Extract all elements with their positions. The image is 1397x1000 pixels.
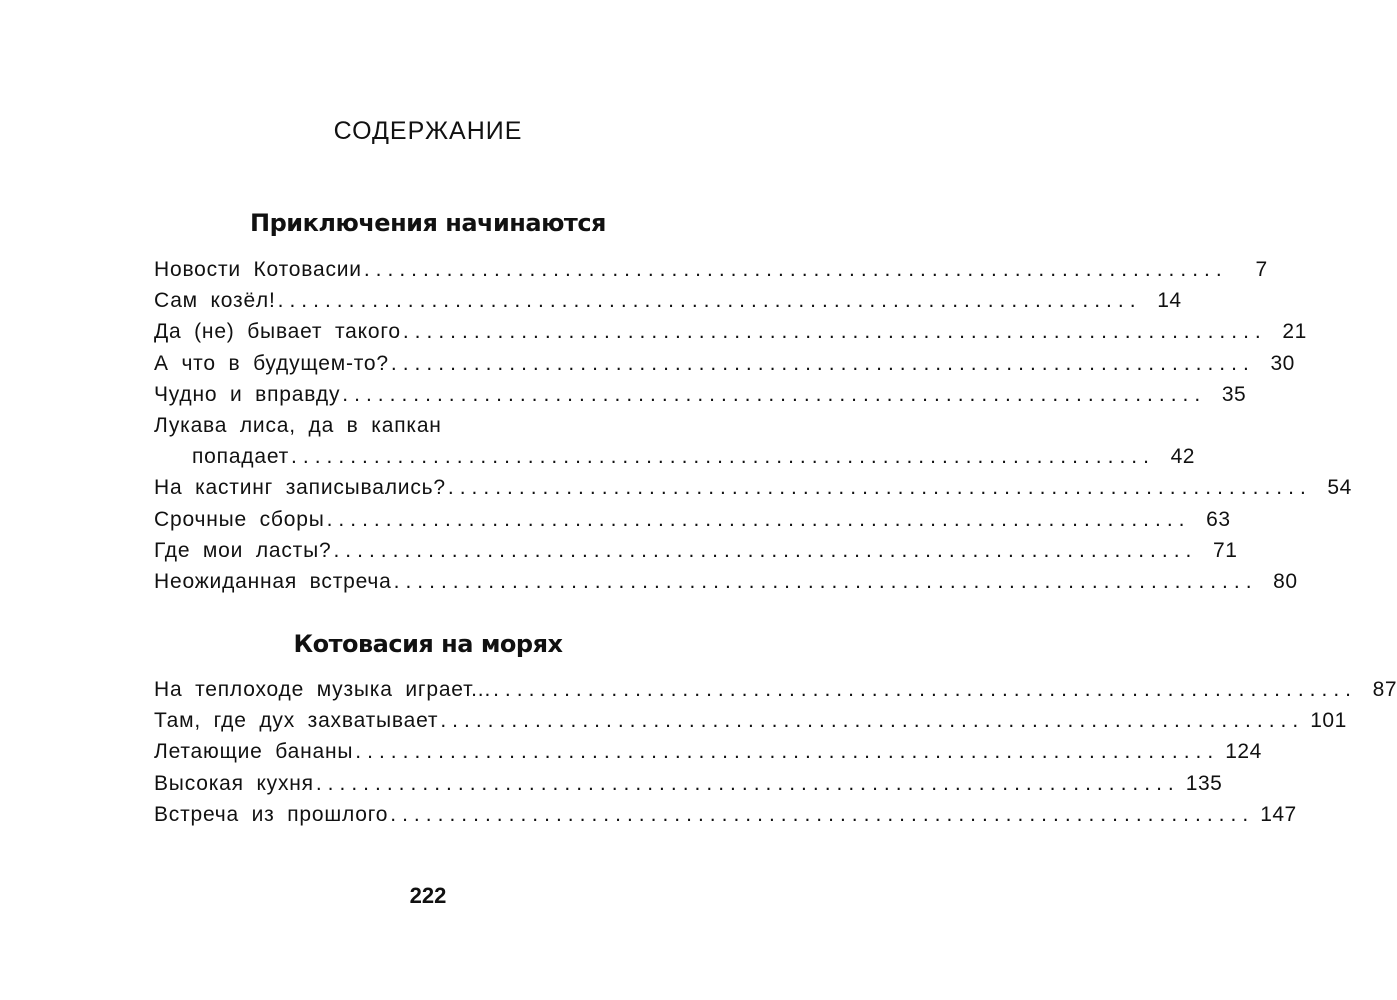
toc-entry-title: Да (не) бывает такого <box>154 320 401 344</box>
toc-entry <box>154 507 1231 539</box>
page-number: 222 <box>409 883 447 908</box>
toc-list <box>154 678 1397 834</box>
toc-entry-title: Встреча из прошлого <box>154 802 389 826</box>
toc-entry-title: Где мои ласты? <box>154 538 332 562</box>
toc-leader-dots: ......................................................................... <box>363 258 1228 281</box>
toc-entry <box>154 476 1352 507</box>
section-title: Приключения начинаются <box>250 209 606 237</box>
toc-entry-page: 14 <box>1157 289 1182 313</box>
toc-entry <box>154 382 1247 414</box>
toc-entry <box>154 258 1268 289</box>
toc-leader-dots: ......................................................................... <box>333 538 1198 562</box>
toc-entry-page: 7 <box>1255 258 1268 281</box>
toc-entry-page: 80 <box>1273 569 1298 593</box>
toc-entry-title: На теплоходе музыка играет... <box>154 678 492 701</box>
toc-leader-dots: ......................................................................... <box>393 569 1258 593</box>
toc-leader-dots: ......................................................................... <box>493 678 1357 701</box>
toc-entry-title: На кастинг записывались? <box>154 476 446 500</box>
toc-leader-dots: ......................................................................... <box>440 709 1305 733</box>
toc-entry <box>154 740 1262 771</box>
page-title: СОДЕРЖАНИЕ <box>333 117 523 145</box>
toc-entry-title: Новости Котовасии <box>154 258 362 281</box>
toc-leader-dots: ......................................................................... <box>390 351 1255 375</box>
toc-entry-page: 21 <box>1282 320 1307 344</box>
toc-entry-page: 147 <box>1260 802 1297 826</box>
toc-leader-dots: ......................................................................... <box>447 476 1312 500</box>
toc-entry <box>154 320 1307 351</box>
toc-entry-title: А что в будущем-то? <box>154 351 389 375</box>
toc-entry-title: Лукава лиса, да в капкан <box>154 413 442 437</box>
toc-leader-dots: ......................................................................... <box>315 771 1180 795</box>
section-title: Котовасия на морях <box>293 630 563 658</box>
toc-entry-page: 124 <box>1225 740 1262 764</box>
toc-entry <box>154 538 1238 570</box>
toc-entry <box>154 289 1182 320</box>
toc-entry-page: 63 <box>1206 507 1231 531</box>
toc-entry-page: 30 <box>1270 351 1295 375</box>
toc-entry <box>154 678 1397 709</box>
toc-entry-page: 101 <box>1310 709 1347 733</box>
toc-entry-continuation <box>154 445 1195 476</box>
toc-entry-page: 35 <box>1221 382 1247 406</box>
toc-entry-page: 54 <box>1327 476 1352 500</box>
toc-entry-page: 87 <box>1372 678 1397 701</box>
toc-entry-page: 135 <box>1185 771 1223 795</box>
toc-leader-dots: ......................................................................... <box>342 382 1207 406</box>
toc-leader-dots: ......................................................................... <box>402 320 1267 344</box>
toc-leader-dots: ......................................................................... <box>326 507 1191 531</box>
toc-entry <box>154 771 1223 803</box>
toc-entry-title: Срочные сборы <box>154 507 325 531</box>
toc-entry-page: 42 <box>1170 445 1195 469</box>
toc-entry <box>154 802 1297 834</box>
toc-entry-title-continuation: попадает <box>192 445 290 469</box>
toc-entry-title: Чудно и вправду <box>154 382 341 406</box>
toc-entry-title: Летающие бананы <box>154 740 354 764</box>
toc-leader-dots: ......................................................................... <box>390 802 1255 826</box>
toc-leader-dots: ......................................................................... <box>355 740 1220 764</box>
toc-entry-title: Сам козёл! <box>154 289 276 313</box>
toc-entry <box>154 351 1295 383</box>
toc-list <box>154 258 1352 601</box>
toc-leader-dots: ......................................................................... <box>277 289 1142 313</box>
toc-leader-dots: ......................................................................... <box>291 445 1155 469</box>
toc-entry-title: Неожиданная встреча <box>154 569 392 593</box>
toc-entry-page: 71 <box>1213 538 1238 562</box>
toc-entry <box>154 569 1298 601</box>
toc-entry-title: Высокая кухня <box>154 771 314 795</box>
toc-entry-title: Там, где дух захватывает <box>154 709 439 733</box>
toc-entry <box>154 709 1347 740</box>
toc-entry <box>154 414 702 445</box>
